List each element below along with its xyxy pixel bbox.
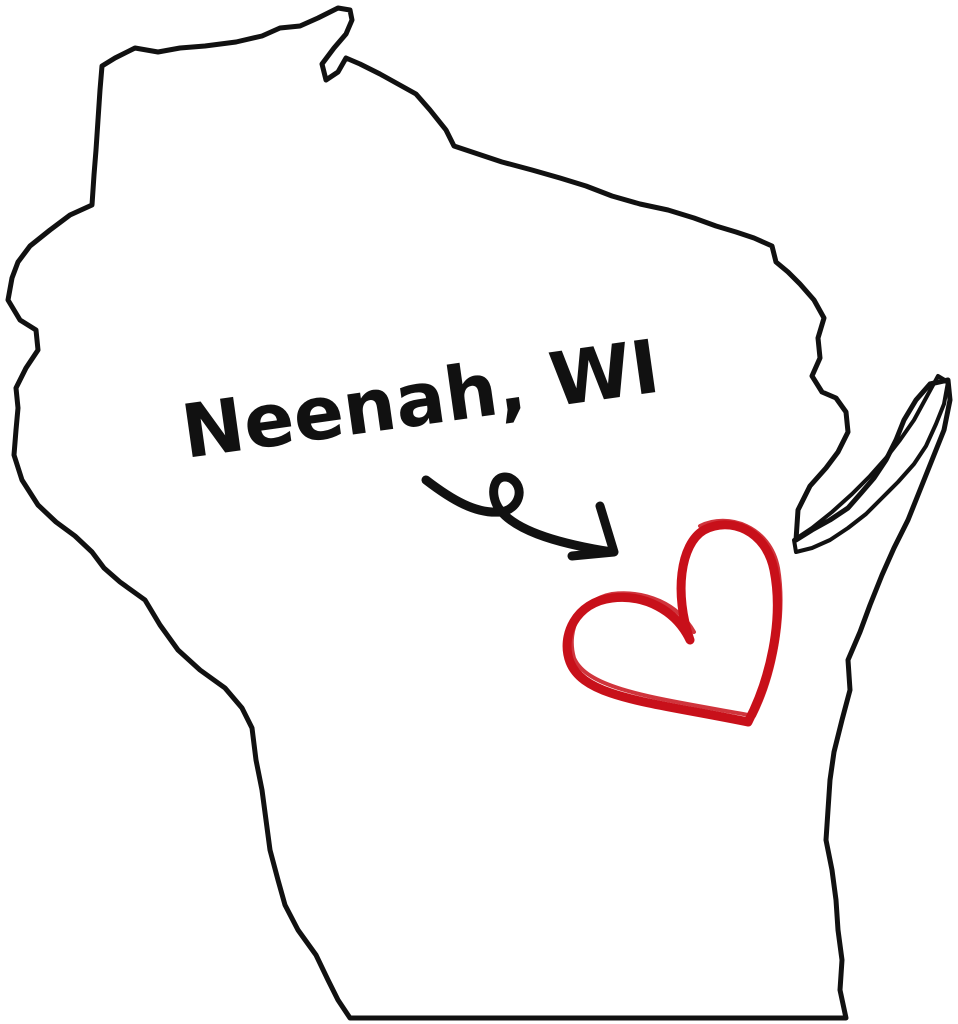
location-label: Neenah, WI bbox=[176, 323, 665, 476]
door-peninsula-outline bbox=[794, 376, 948, 552]
arrow-icon bbox=[426, 477, 614, 556]
